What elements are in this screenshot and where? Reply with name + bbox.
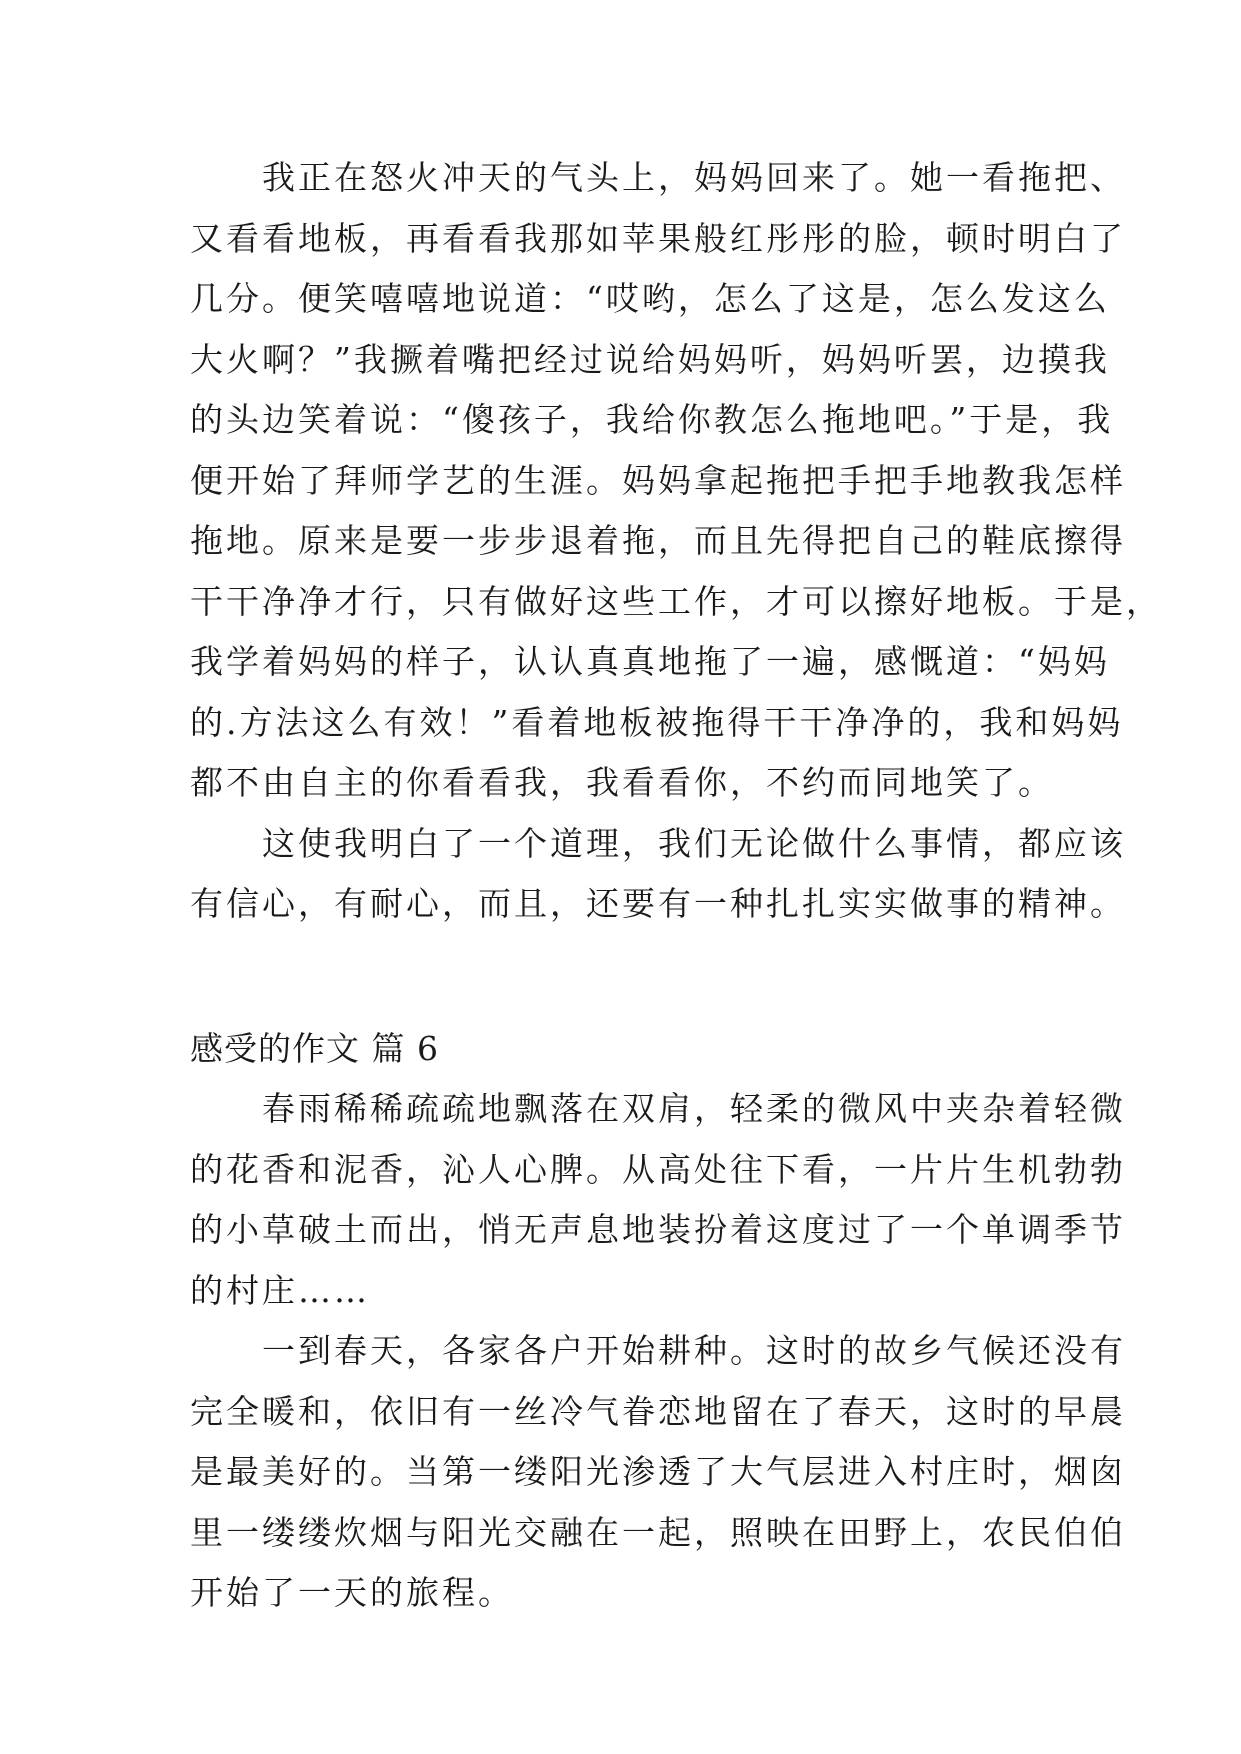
text-line: 几分。便笑嘻嘻地说道：“哎哟，怎么了这是，怎么发这么	[190, 279, 1110, 318]
paragraph-1	[190, 148, 1162, 814]
text-line: 大火啊？”我撅着嘴把经过说给妈妈听，妈妈听罢，边摸我	[190, 339, 1110, 379]
text-line: 开始了一天的旅程。	[190, 1573, 514, 1612]
text-line: 的头边笑着说：“傻孩子，我给你教怎么拖地吧。”于是，我	[190, 400, 1114, 439]
paragraph-3	[190, 1079, 1126, 1321]
document-body	[190, 148, 1162, 1624]
text-line: 都不由自主的你看看我，我看看你，不约而同地笑了。	[190, 763, 1054, 802]
text-line: 的村庄……	[190, 1270, 370, 1310]
text-line: 的.方法这么有效！”看着地板被拖得干干净净的，我和妈妈	[190, 702, 1124, 742]
text-line: 里一缕缕炊烟与阳光交融在一起，照映在田野上，农民伯伯	[190, 1512, 1126, 1552]
text-line: 的花香和泥香，沁人心脾。从高处往下看，一片片生机勃勃	[190, 1149, 1126, 1189]
text-line: 我学着妈妈的样子，认认真真地拖了一遍，感慨道：“妈妈	[190, 642, 1110, 681]
paragraph-4	[190, 1321, 1126, 1624]
text-line: 一到春天，各家各户开始耕种。这时的故乡气候还没有	[190, 1331, 1126, 1370]
text-line: 拖地。原来是要一步步退着拖，而且先得把自己的鞋底擦得	[190, 521, 1126, 560]
text-line: 便开始了拜师学艺的生涯。妈妈拿起拖把手把手地教我怎样	[190, 460, 1126, 500]
text-line: 春雨稀稀疏疏地飘落在双肩，轻柔的微风中夹杂着轻微	[190, 1089, 1126, 1128]
text-line: 的小草破土而出，悄无声息地装扮着这度过了一个单调季节	[190, 1210, 1126, 1249]
text-line: 这使我明白了一个道理，我们无论做什么事情，都应该	[190, 823, 1126, 863]
text-line: 有信心，有耐心，而且，还要有一种扎扎实实做事的精神。	[190, 884, 1126, 923]
text-line: 完全暖和，依旧有一丝冷气眷恋地留在了春天，这时的早晨	[190, 1391, 1126, 1431]
text-line: 我正在怒火冲天的气头上，妈妈回来了。她一看拖把、	[190, 158, 1126, 197]
text-line: 又看看地板，再看看我那如苹果般红彤彤的脸，顿时明白了	[190, 218, 1126, 258]
text-line: 是最美好的。当第一缕阳光渗透了大气层进入村庄时，烟囱	[190, 1452, 1126, 1491]
text-line: 干干净净才行，只有做好这些工作，才可以擦好地板。于是，	[190, 581, 1162, 621]
paragraph-2	[190, 814, 1126, 935]
section-heading: 感受的作文 篇 6	[190, 1028, 439, 1068]
section-spacer	[190, 935, 1090, 995]
